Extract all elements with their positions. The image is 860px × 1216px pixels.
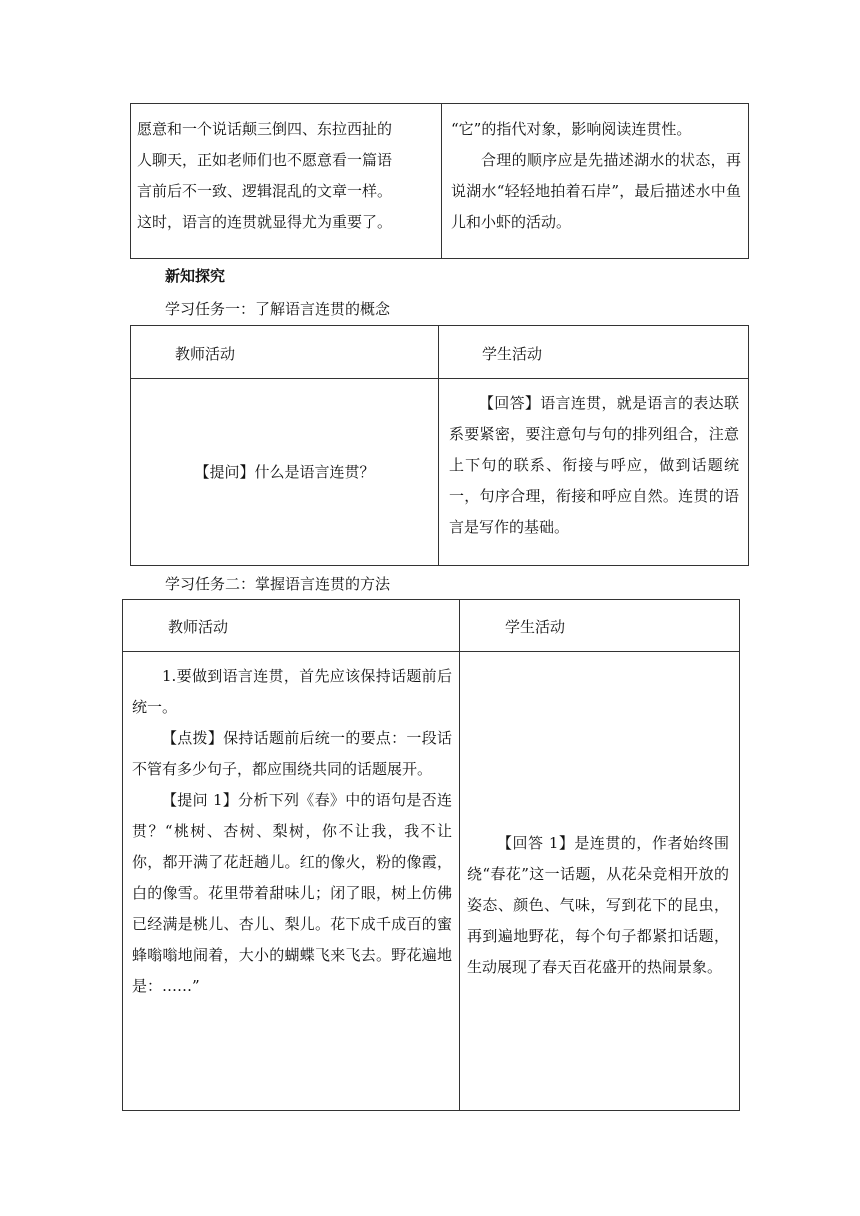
task2-teacher-cell [132,661,452,1002]
intro-table-left-cell [137,114,437,238]
task1-title: 学习任务一：了解语言连贯的概念 [165,300,391,318]
task2-teacher-question1: 【提问 1】分析下列《春》中的语句是否连贯？“桃树、杏树、梨树，你不让我，我不让你，都开满了花赶趟儿。红的像火，粉的像霞，白的像雪。花里带着甜味儿；闭了眼，树上仿佛已经满是桃儿、杏儿、梨儿。花下成千成百的蜜蜂嗡嗡地闹着，大小的蝴蝶飞来飞去。野花遍地是：……” [132,791,452,995]
task1-header-teacher: 教师活动 [175,345,236,363]
task1-student-cell [449,388,739,543]
task2-header-student: 学生活动 [505,618,566,636]
section-title: 新知探究 [165,267,226,285]
intro-left-line: 言前后不一致、逻辑混乱的文章一样。 [137,182,393,200]
task1-header-student: 学生活动 [482,345,543,363]
task1-teacher-cell [131,379,438,564]
intro-left-line: 愿意和一个说话颠三倒四、东拉西扯的 [137,120,393,138]
task1-teacher-question: 【提问】什么是语言连贯？ [194,463,375,481]
task2-teacher-tip: 【点拨】保持话题前后统一的要点：一段话不管有多少句子，都应围绕共同的话题展开。 [132,729,452,778]
task1-column-divider [438,325,439,565]
intro-left-line: 这时，语言的连贯就显得尤为重要了。 [137,213,393,231]
task2-header-separator [122,651,739,652]
intro-left-line: 人聊天，正如老师们也不愿意看一篇语 [137,151,393,169]
task2-student-cell [467,828,729,983]
intro-table-right-cell [451,114,741,238]
task2-header-teacher: 教师活动 [168,618,229,636]
intro-table-divider [441,103,442,258]
intro-right-line: “它”的指代对象，影响阅读连贯性。 [451,120,692,138]
task2-column-divider [459,599,460,1110]
task2-teacher-point1: 1.要做到语言连贯，首先应该保持话题前后统一。 [132,667,452,716]
task1-student-answer: 【回答】语言连贯，就是语言的表达联系要紧密，要注意句与句的排列组合，注意上下句的联系、衔接与呼应，做到话题统一，句序合理，衔接和呼应自然。连贯的语言是写作的基础。 [449,394,739,536]
task2-student-answer1: 【回答 1】是连贯的，作者始终围绕“春花”这一话题，从花朵竞相开放的姿态、颜色、气味，写到花下的昆虫，再到遍地野花，每个句子都紧扣话题，生动展现了春天百花盛开的热闹景象。 [467,834,729,976]
intro-right-paragraph: 合理的顺序应是先描述湖水的状态，再说湖水“轻轻地拍着石岸”，最后描述水中鱼儿和小虾的活动。 [451,151,741,231]
task2-title: 学习任务二：掌握语言连贯的方法 [165,575,391,593]
